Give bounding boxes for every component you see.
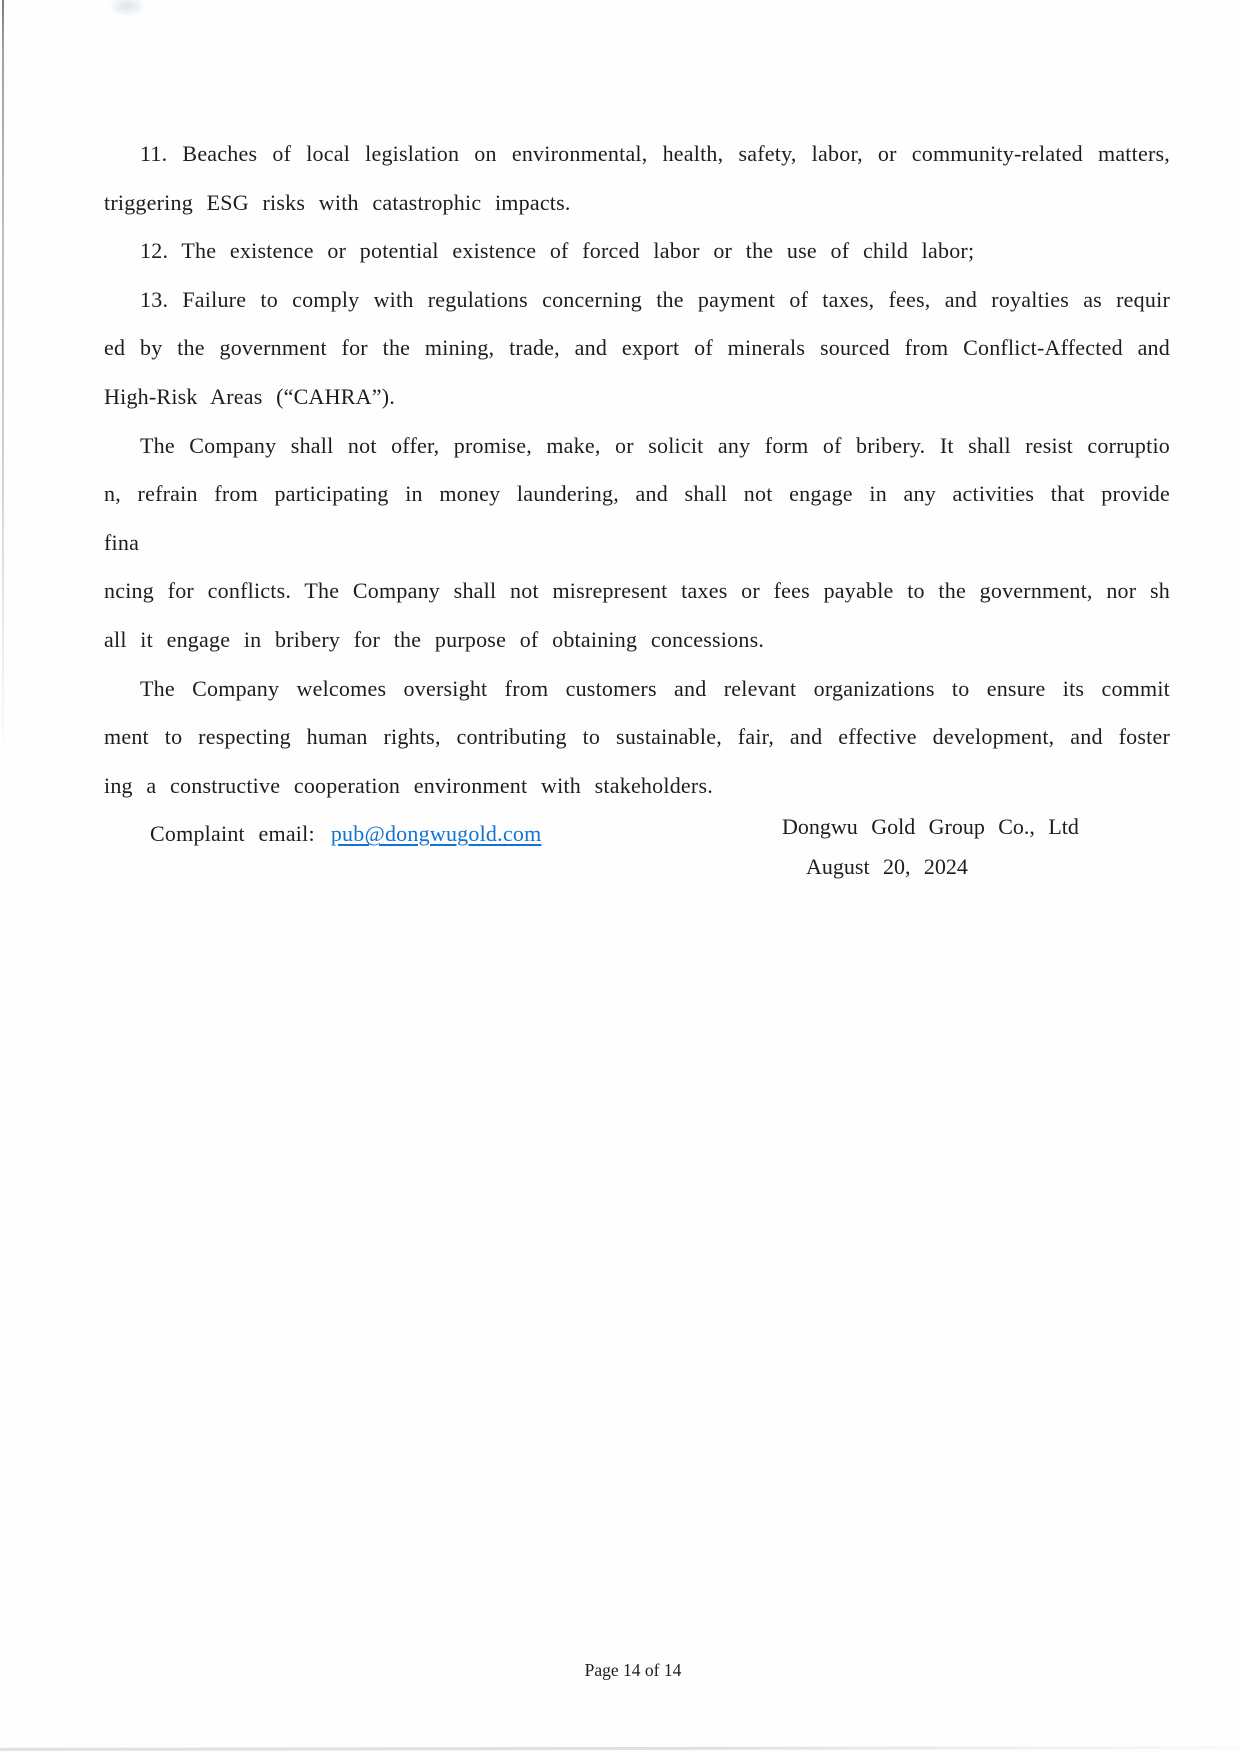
text-line: ing a constructive cooperation environment with stakeholders. <box>104 772 713 798</box>
text-line: ncing for conflicts. The Company shall not misrepresent taxes or fees payable to the government, nor sh <box>104 578 1170 604</box>
text-line: 12. The existence or potential existence of forced labor or the use of child labor; <box>140 238 975 264</box>
scan-smudge-artifact <box>110 0 144 16</box>
page-number: Page 14 of 14 <box>584 1660 682 1680</box>
text-line: 13. Failure to comply with regulations concerning the payment of taxes, fees, and royalties as requir <box>140 286 1170 312</box>
complaint-email-label: Complaint email: <box>150 821 315 847</box>
text-line: High-Risk Areas (“CAHRA”). <box>104 383 396 409</box>
text-line: ment to respecting human rights, contributing to sustainable, fair, and effective development, and foster <box>104 724 1170 750</box>
text-line: The Company shall not offer, promise, make, or solicit any form of bribery. It shall resist corruptio <box>140 432 1170 458</box>
signature-date: August 20, 2024 <box>806 854 968 879</box>
text-line: ed by the government for the mining, trade, and export of minerals sourced from Conflict-Affected and <box>104 335 1170 361</box>
text-line: all it engage in bribery for the purpose of obtaining concessions. <box>104 626 765 652</box>
text-line: The Company welcomes oversight from customers and relevant organizations to ensure its commit <box>140 675 1170 701</box>
text-line: triggering ESG risks with catastrophic impacts. <box>104 189 571 215</box>
text-line: 11. Beaches of local legislation on environmental, health, safety, labor, or community-related matters, <box>140 141 1170 166</box>
scan-edge-artifact <box>2 0 4 760</box>
signature-company: Dongwu Gold Group Co., Ltd <box>782 814 1079 839</box>
text-line: n, refrain from participating in money laundering, and shall not engage in any activities that provide fina <box>104 481 1170 555</box>
document-body <box>104 130 1170 859</box>
scan-line-artifact <box>0 1746 1240 1751</box>
complaint-email-link[interactable]: pub@dongwugold.com <box>330 821 542 847</box>
